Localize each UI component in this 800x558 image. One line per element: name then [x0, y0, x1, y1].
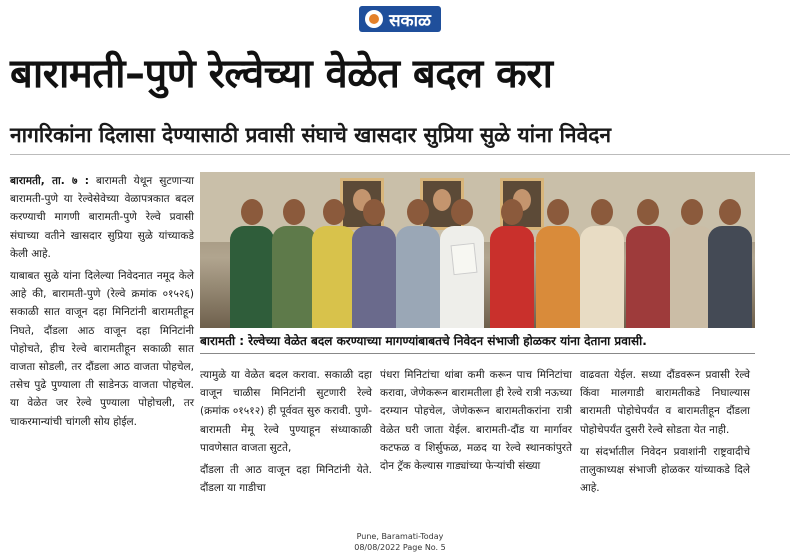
divider: [200, 353, 755, 354]
logo-text: सकाळ: [389, 10, 431, 31]
source-info: [300, 531, 500, 553]
article-column-1: [10, 172, 194, 435]
source-publication: Pune, Baramati-Today: [356, 532, 444, 541]
article-paragraph: त्यामुळे या वेळेत बदल करावा. सकाळी दहा वाजून चाळीस मिनिटांनी सुटणारी रेल्वे (क्रमांक ०१५१२) ही पूर्ववत सुरु करावी. पुणे-बारामती मेमू रेल्वे पुण्याहून संध्याकाळी पावणेसात वाजता सुटते,: [200, 369, 372, 454]
person-figure: [396, 199, 440, 328]
person-figure: [580, 199, 624, 328]
person-figure: [536, 199, 580, 328]
subheadline: नागरिकांना दिलासा देण्यासाठी प्रवासी संघाचे खासदार सुप्रिया सुळे यांना निवेदन: [10, 116, 790, 155]
article-paragraph: पंधरा मिनिटांचा थांबा कमी करून पाच मिनिटांचा करावा, जेणेकरून बारामतीला ही रेल्वे रात्री नऊच्या दरम्यान पोहचेल, जेणेकरून बारामतीकरांना रात्री वेळेत घरी जाता येईल. बारामती-दौंड या मार्गावर कटफळ व शिर्सुफळ, मळद या रेल्वे स्थानकांपुरते दोन ट्रॅक केल्यास गाड्यांच्या फेऱ्यांची संख्या: [380, 369, 572, 473]
person-figure: [272, 199, 316, 328]
article-paragraph: याबाबत सुळे यांना दिलेल्या निवेदनात नमूद केले आहे की, बारामती-पुणे (रेल्वे क्रमांक ०१५२६) सकाळी सात वाजून दहा मिनिटांनी बारामतीहून निघते, दौंडला आठ वाजून दहा मिनिटांनी पोहोचते, हीच रेल्वे बारामतीहून सकाळी सात वाजता सोडली, तर दौंडला आठ वाजता पोहचेल, तसेच पुढे पुण्याला ती साडेनऊ वाजता पोहचेल. या वेळेत जर रेल्वे पुण्याला पोहोचली, तर चाकरमान्यांची चांगली सोय होईल.: [10, 270, 194, 428]
article-paragraph: वाढवता येईल. सध्या दौंडवरून प्रवासी रेल्वे किंवा मालगाडी बारामतीकडे निघाल्यास बारामती पोहोचेपर्यंत व बारामतीहून दौंडला पोहोचेपर्यंत दुसरी रेल्वे सोडता येत नाही.: [580, 369, 750, 436]
headline: बारामती–पुणे रेल्वेच्या वेळेत बदल करा: [10, 51, 553, 97]
masthead: [0, 6, 800, 32]
person-figure: [490, 199, 534, 328]
newspaper-logo: [359, 6, 441, 32]
logo-emblem-icon: [365, 10, 383, 28]
article-column-3: [380, 366, 572, 479]
person-figure: [708, 199, 752, 328]
memorandum-paper: [450, 243, 477, 275]
news-photo: [200, 172, 755, 328]
source-date-page: 08/08/2022 Page No. 5: [354, 543, 446, 552]
article-column-4: [580, 366, 750, 501]
person-figure: [312, 199, 356, 328]
dateline: बारामती, ता. ७ :: [10, 175, 89, 187]
article-column-2: [200, 366, 372, 501]
article-paragraph: दौंडला ती आठ वाजून दहा मिनिटांनी येते. दौंडला या गाडीचा: [200, 464, 372, 495]
person-figure: [626, 199, 670, 328]
person-figure: [352, 199, 396, 328]
article-paragraph: [10, 172, 194, 263]
paragraph-text: बारामती येथून सुटणाऱ्या बारामती-पुणे या रेल्वेसेवेच्या वेळापत्रकात बदल करण्याची मागणी बारामती-पुणे रेल्वे प्रवासी संघाच्या वतीने खासदार सुप्रिया सुळे यांच्याकडे केली आहे.: [10, 175, 194, 260]
photo-caption: बारामती : रेल्वेच्या वेळेत बदल करण्याच्या मागण्यांबाबतचे निवेदन संभाजी होळकर यांना देताना प्रवासी.: [200, 334, 647, 348]
article-paragraph: या संदर्भातील निवेदन प्रवाशांनी राष्ट्रवादीचे तालुकाध्यक्ष संभाजी होळकर यांच्याकडे दिले आहे.: [580, 445, 750, 495]
person-figure: [230, 199, 274, 328]
